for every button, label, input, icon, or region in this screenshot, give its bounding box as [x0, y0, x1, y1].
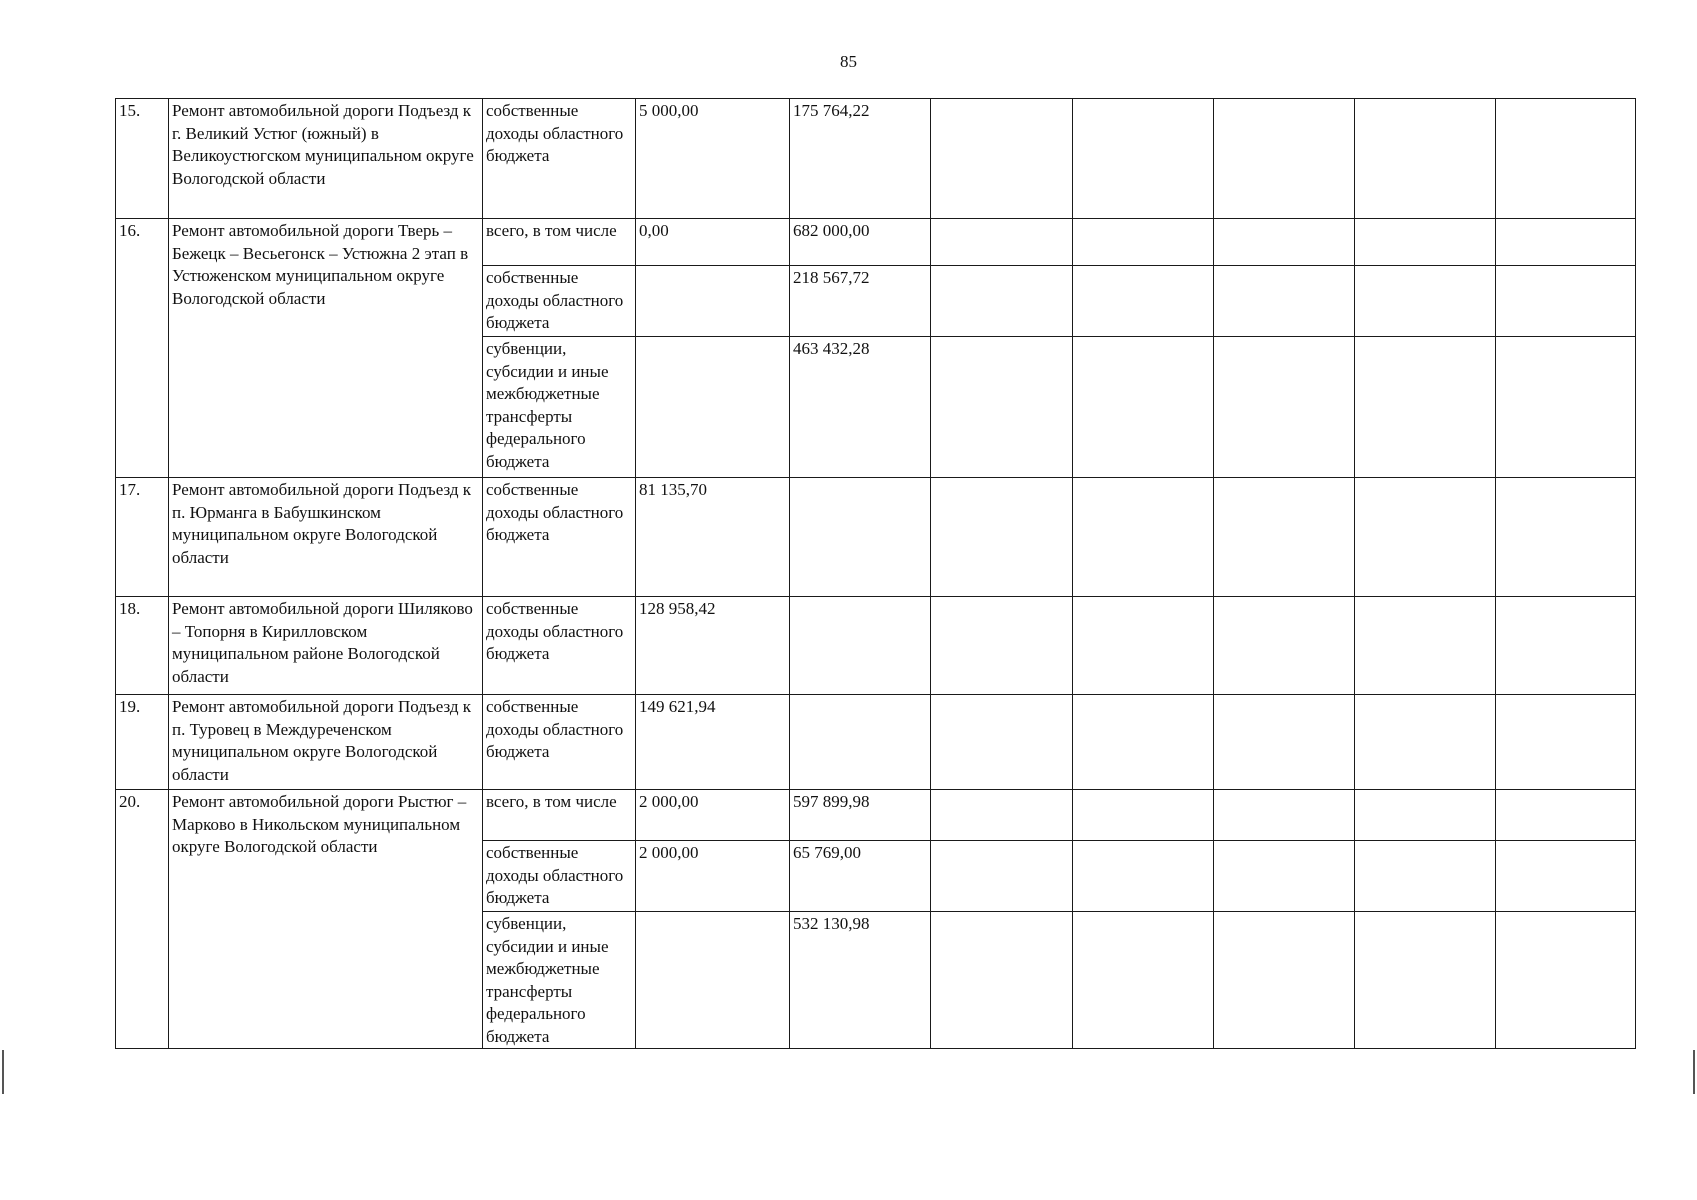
amount-v6	[1355, 219, 1496, 266]
amount-v4	[1073, 219, 1214, 266]
table-row	[116, 695, 1636, 790]
table-row	[116, 790, 1636, 841]
amount-v2	[790, 478, 931, 597]
amount-v4	[1073, 597, 1214, 695]
amount-v3	[931, 99, 1073, 219]
amount-v6	[1355, 790, 1496, 841]
funding-source: собственные доходы областного бюджета	[483, 478, 636, 597]
funding-source: собственные доходы областного бюджета	[483, 695, 636, 790]
amount-v6	[1355, 841, 1496, 912]
amount-v6	[1355, 99, 1496, 219]
amount-v3	[931, 597, 1073, 695]
row-number: 16.	[116, 219, 169, 478]
funding-source: субвенции, субсидии и иные межбюджетные трансферты федерального бюджета	[483, 337, 636, 478]
amount-v7	[1496, 597, 1636, 695]
amount-v2	[790, 597, 931, 695]
table-row	[116, 478, 1636, 597]
amount-v2: 218 567,72	[790, 266, 931, 337]
amount-v7	[1496, 695, 1636, 790]
amount-v2: 175 764,22	[790, 99, 931, 219]
amount-v7	[1496, 337, 1636, 478]
amount-v7	[1496, 266, 1636, 337]
table-row	[116, 597, 1636, 695]
amount-v2: 532 130,98	[790, 912, 931, 1049]
amount-v2	[790, 695, 931, 790]
amount-v6	[1355, 695, 1496, 790]
amount-v2: 597 899,98	[790, 790, 931, 841]
amount-v7	[1496, 478, 1636, 597]
funding-source: собственные доходы областного бюджета	[483, 841, 636, 912]
object-name: Ремонт автомобильной дороги Тверь – Бежецк – Весьегонск – Устюжна 2 этап в Устюженском муниципальном округе Вологодской области	[169, 219, 483, 478]
amount-v3	[931, 478, 1073, 597]
amount-v7	[1496, 912, 1636, 1049]
amount-v4	[1073, 790, 1214, 841]
funding-source: собственные доходы областного бюджета	[483, 99, 636, 219]
amount-v6	[1355, 912, 1496, 1049]
row-number: 19.	[116, 695, 169, 790]
amount-v5	[1214, 841, 1355, 912]
table-row	[116, 99, 1636, 219]
object-name: Ремонт автомобильной дороги Подъезд к г. Великий Устюг (южный) в Великоустюгском муниципальном округе Вологодской области	[169, 99, 483, 219]
amount-v6	[1355, 478, 1496, 597]
amount-v5	[1214, 266, 1355, 337]
amount-v3	[931, 841, 1073, 912]
amount-v1: 5 000,00	[636, 99, 790, 219]
amount-v2: 65 769,00	[790, 841, 931, 912]
amount-v7	[1496, 790, 1636, 841]
amount-v6	[1355, 266, 1496, 337]
amount-v5	[1214, 790, 1355, 841]
financing-table	[115, 98, 1636, 1049]
row-number: 15.	[116, 99, 169, 219]
amount-v4	[1073, 912, 1214, 1049]
amount-v3	[931, 695, 1073, 790]
funding-source: всего, в том числе	[483, 219, 636, 266]
amount-v6	[1355, 597, 1496, 695]
amount-v3	[931, 266, 1073, 337]
amount-v1: 128 958,42	[636, 597, 790, 695]
amount-v1: 149 621,94	[636, 695, 790, 790]
funding-source: собственные доходы областного бюджета	[483, 266, 636, 337]
amount-v2: 463 432,28	[790, 337, 931, 478]
funding-source: субвенции, субсидии и иные межбюджетные трансферты федерального бюджета	[483, 912, 636, 1049]
amount-v3	[931, 912, 1073, 1049]
amount-v5	[1214, 695, 1355, 790]
table-row	[116, 219, 1636, 266]
amount-v7	[1496, 99, 1636, 219]
object-name: Ремонт автомобильной дороги Рыстюг – Марково в Никольском муниципальном округе Вологодской области	[169, 790, 483, 1049]
funding-source: собственные доходы областного бюджета	[483, 597, 636, 695]
amount-v4	[1073, 695, 1214, 790]
amount-v1: 2 000,00	[636, 841, 790, 912]
amount-v5	[1214, 99, 1355, 219]
amount-v3	[931, 337, 1073, 478]
row-number: 18.	[116, 597, 169, 695]
amount-v1: 81 135,70	[636, 478, 790, 597]
row-number: 20.	[116, 790, 169, 1049]
object-name: Ремонт автомобильной дороги Подъезд к п. Юрманга в Бабушкинском муниципальном округе Вологодской области	[169, 478, 483, 597]
row-number: 17.	[116, 478, 169, 597]
scan-mark-right	[1693, 1050, 1695, 1094]
amount-v4	[1073, 478, 1214, 597]
page-number: 85	[840, 52, 857, 71]
amount-v5	[1214, 597, 1355, 695]
amount-v1: 2 000,00	[636, 790, 790, 841]
amount-v4	[1073, 337, 1214, 478]
amount-v1	[636, 337, 790, 478]
object-name: Ремонт автомобильной дороги Подъезд к п. Туровец в Междуреченском муниципальном округе Вологодской области	[169, 695, 483, 790]
amount-v4	[1073, 266, 1214, 337]
amount-v4	[1073, 841, 1214, 912]
amount-v5	[1214, 219, 1355, 266]
amount-v7	[1496, 219, 1636, 266]
funding-source: всего, в том числе	[483, 790, 636, 841]
amount-v1: 0,00	[636, 219, 790, 266]
amount-v7	[1496, 841, 1636, 912]
amount-v2: 682 000,00	[790, 219, 931, 266]
amount-v4	[1073, 99, 1214, 219]
amount-v5	[1214, 337, 1355, 478]
scan-mark-left	[2, 1050, 4, 1094]
table-body	[116, 99, 1636, 1049]
object-name: Ремонт автомобильной дороги Шиляково – Топорня в Кирилловском муниципальном районе Вологодской области	[169, 597, 483, 695]
amount-v1	[636, 266, 790, 337]
amount-v3	[931, 219, 1073, 266]
amount-v6	[1355, 337, 1496, 478]
amount-v5	[1214, 478, 1355, 597]
amount-v1	[636, 912, 790, 1049]
amount-v5	[1214, 912, 1355, 1049]
amount-v3	[931, 790, 1073, 841]
